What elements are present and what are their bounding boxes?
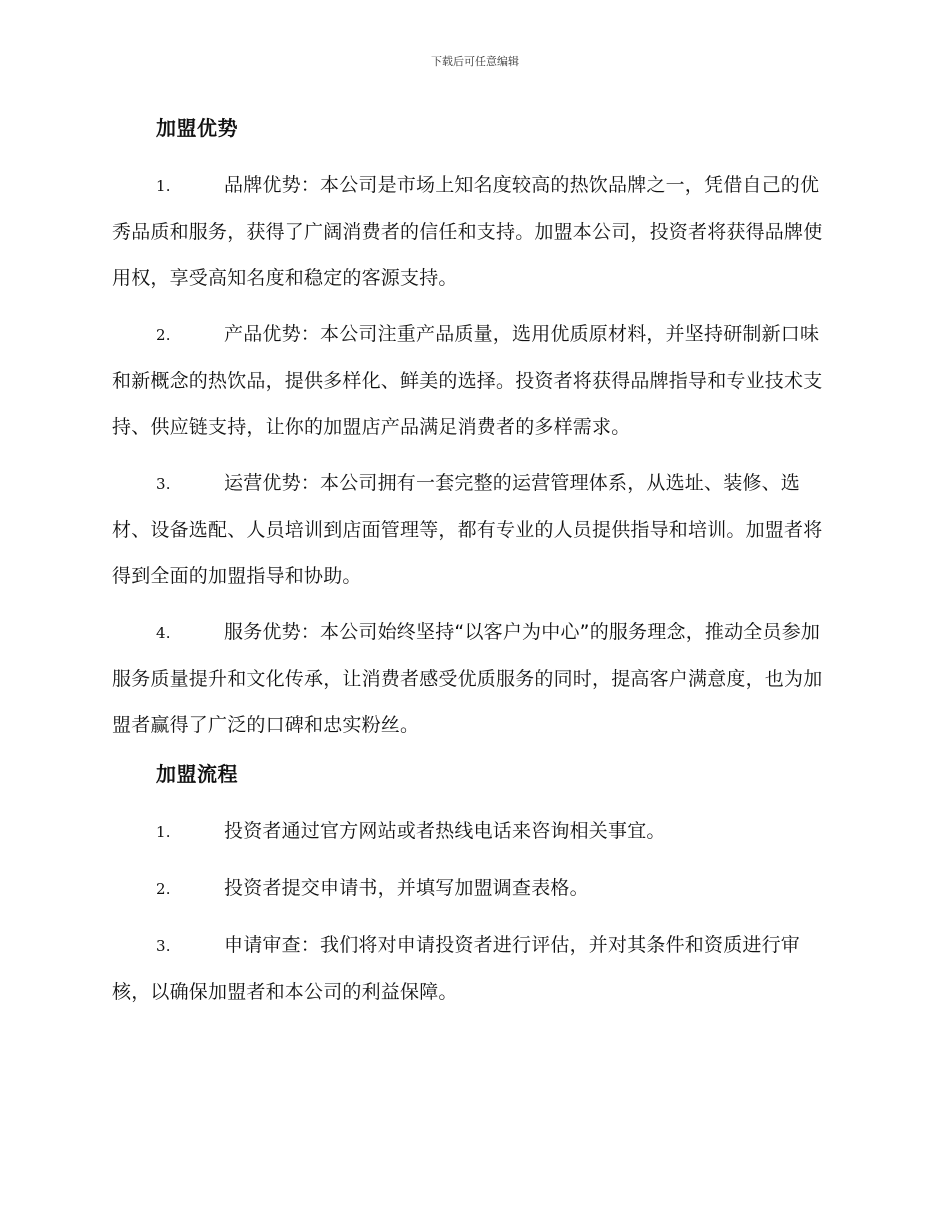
list-text: 服务优势：本公司始终坚持“以客户为中心”的服务理念，推动全员参加服务质量提升和文化传承，让消费者感受优质服务的同时，提高客户满意度，也为加盟者赢得了广泛的口碑和忠实粉丝。 (112, 621, 823, 736)
list-item (112, 922, 832, 1015)
list-item (112, 609, 832, 748)
list-text: 产品优势：本公司注重产品质量，选用优质原材料，并坚持研制新口味和新概念的热饮品，提供多样化、鲜美的选择。投资者将获得品牌指导和专业技术支持、供应链支持，让你的加盟店产品满足消费者的多样需求。 (112, 323, 823, 438)
list-text: 申请审查：我们将对申请投资者进行评估，并对其条件和资质进行审核，以确保加盟者和本公司的利益保障。 (112, 934, 801, 1003)
list-item (112, 808, 832, 855)
list-item (112, 865, 832, 912)
list-text: 投资者提交申请书，并填写加盟调查表格。 (224, 877, 589, 899)
list-text: 投资者通过官方网站或者热线电话来咨询相关事宜。 (224, 820, 666, 842)
document-body (112, 112, 832, 1025)
list-item (112, 311, 832, 450)
list-text: 品牌优势：本公司是市场上知名度较高的热饮品牌之一，凭借自己的优秀品质和服务，获得了广阔消费者的信任和支持。加盟本公司，投资者将获得品牌使用权，享受高知名度和稳定的客源支持。 (112, 174, 823, 289)
list-item (112, 460, 832, 599)
section-title-process: 加盟流程 (156, 762, 238, 786)
list-text: 运营优势：本公司拥有一套完整的运营管理体系，从选址、装修、选材、设备选配、人员培训到店面管理等，都有专业的人员提供指导和培训。加盟者将得到全面的加盟指导和协助。 (112, 472, 823, 587)
list-number: 1. (156, 177, 171, 195)
list-item (112, 162, 832, 301)
list-number: 4. (156, 624, 171, 642)
list-number: 3. (156, 475, 171, 493)
section-title-advantages: 加盟优势 (156, 116, 238, 140)
list-number: 1. (156, 823, 171, 841)
page-header: 下载后可任意编辑 (431, 55, 519, 68)
list-number: 3. (156, 937, 171, 955)
list-number: 2. (156, 326, 171, 344)
list-number: 2. (156, 880, 171, 898)
